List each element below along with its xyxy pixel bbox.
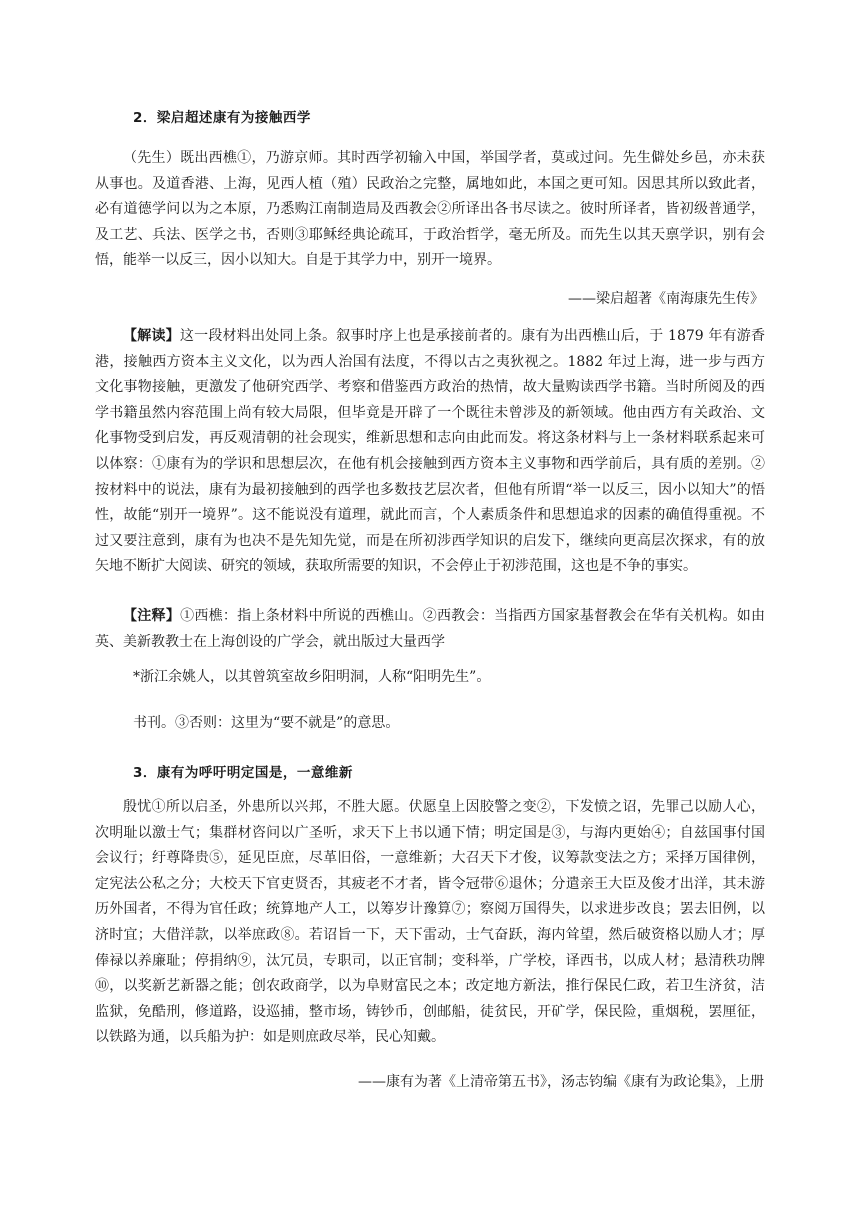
reading-label: 【解读】 [123, 328, 180, 344]
section-2-source: ——梁启超著《南海康先生传》 [568, 291, 764, 307]
footnote-aside: *浙江余姚人，以其曾筑室故乡阳明洞，人称“阳明先生”。 [133, 669, 491, 685]
section-2-reading [95, 324, 765, 580]
note-text: ①西樵：指上条材料中所说的西樵山。②西教会：当指西方国家基督教会在华有关机构。如由英、美新教教士在上海创设的广学会，就出版过大量西学 [95, 608, 766, 650]
reading-text: 这一段材料出处同上条。叙事时序上也是承接前者的。康有为出西樵山后，于 1879 年有游香港，接触西方资本主义文化，以为西人治国有法度，不得以古之夷狄视之。1882 年过上海，进一步与西方文化事物接触，更激发了他研究西学、考察和借鉴西方政治的热情，故大量购读西学书籍。当时所阅及的西学书籍虽然内容范围上尚有较大局限，但毕竟是开辟了一个既往未曾涉及的新领域。他由西方有关政治、文化事物受到启发，再反观清朝的社会现实，维新思想和志向由此而发。将这条材料与上一条材料联系起来可以体察：①康有为的学识和思想层次，在他有机会接触到西方资本主义事物和西学前后，具有质的差别。②按材料中的说法，康有为最初接触到的西学也多数技艺层次者，但他有所谓“举一以反三，因小以知大”的悟性，故能“别开一境界”。这不能说没有道理，就此而言，个人素质条件和思想追求的因素的确值得重视。不过又要注意到，康有为也决不是先知先觉，而是在所初涉西学知识的启发下，继续向更高层次探求，有的放矢地不断扩大阅读、研究的领域，获取所需要的知识，不会停止于初涉范围，这也是不争的事实。 [95, 328, 766, 575]
note-label: 【注释】 [123, 608, 181, 624]
section-2-heading: 2．梁启超述康有为接触西学 [133, 110, 311, 126]
section-2-notes [95, 604, 765, 655]
note-continuation: 书刊。③否则：这里为“要不就是”的意思。 [133, 715, 400, 731]
section-3-quote: 殷忧①所以启圣，外患所以兴邦，不胜大愿。伏愿皇上因胶警之变②，下发愤之诏，先罪己以励人心，次明耻以激士气；集群材咨问以广圣听，求天下上书以通下情；明定国是③，与海内更始④；自兹国事付国会议行；纡尊降贵⑤，延见臣庶，尽革旧俗，一意维新；大召天下才俊，议筹款变法之方；采择万国律例，定宪法公私之分；大校天下官吏贤否，其疲老不才者，皆令冠带⑥退休；分遣亲王大臣及俊才出洋，其未游历外国者，不得为官任政；统算地产人工，以筹岁计豫算⑦；察阅万国得失，以求进步改良；罢去旧例，以济时宜；大借洋款，以举庶政⑧。若诏旨一下，天下雷动，士气奋跃，海内耸望，然后破资格以励人才；厚俸禄以养廉耻；停捐纳⑨，汰冗员，专职司，以正官制；变科举，广学校，译西书，以成人材；悬清秩功牌⑩，以奖新艺新器之能；创农政商学，以为阜财富民之本；改定地方新法，推行保民仁政，若卫生济贫，洁监狱，免酷刑，修道路，设巡捕，整市场，铸钞币，创邮船，徒贫民，开矿学，保民险，重烟税，罢厘征，以铁路为通，以兵船为护：如是则庶政尽举，民心知戴。 [95, 799, 765, 1046]
section-3-source: ——康有为著《上清帝第五书》，汤志钧编《康有为政论集》，上册 [358, 1074, 764, 1090]
section-2-quote: （先生）既出西樵①，乃游京师。其时西学初输入中国，举国学者，莫或过问。先生僻处乡邑，亦未获从事也。及道香港、上海，见西人植（殖）民政治之完整，属地如此，本国之更可知。因思其所以致此者，必有道德学问以为之本原，乃悉购江南制造局及西教会②所译出各书尽读之。彼时所译者，皆初级普通学，及工艺、兵法、医学之书，否则③耶稣经典论疏耳，于政治哲学，毫无所及。而先生以其天禀学识，别有会悟，能举一以反三，因小以知大。自是于其学力中，别开一境界。 [95, 150, 765, 269]
section-3-heading: 3．康有为呼吁明定国是，一意维新 [133, 765, 353, 781]
